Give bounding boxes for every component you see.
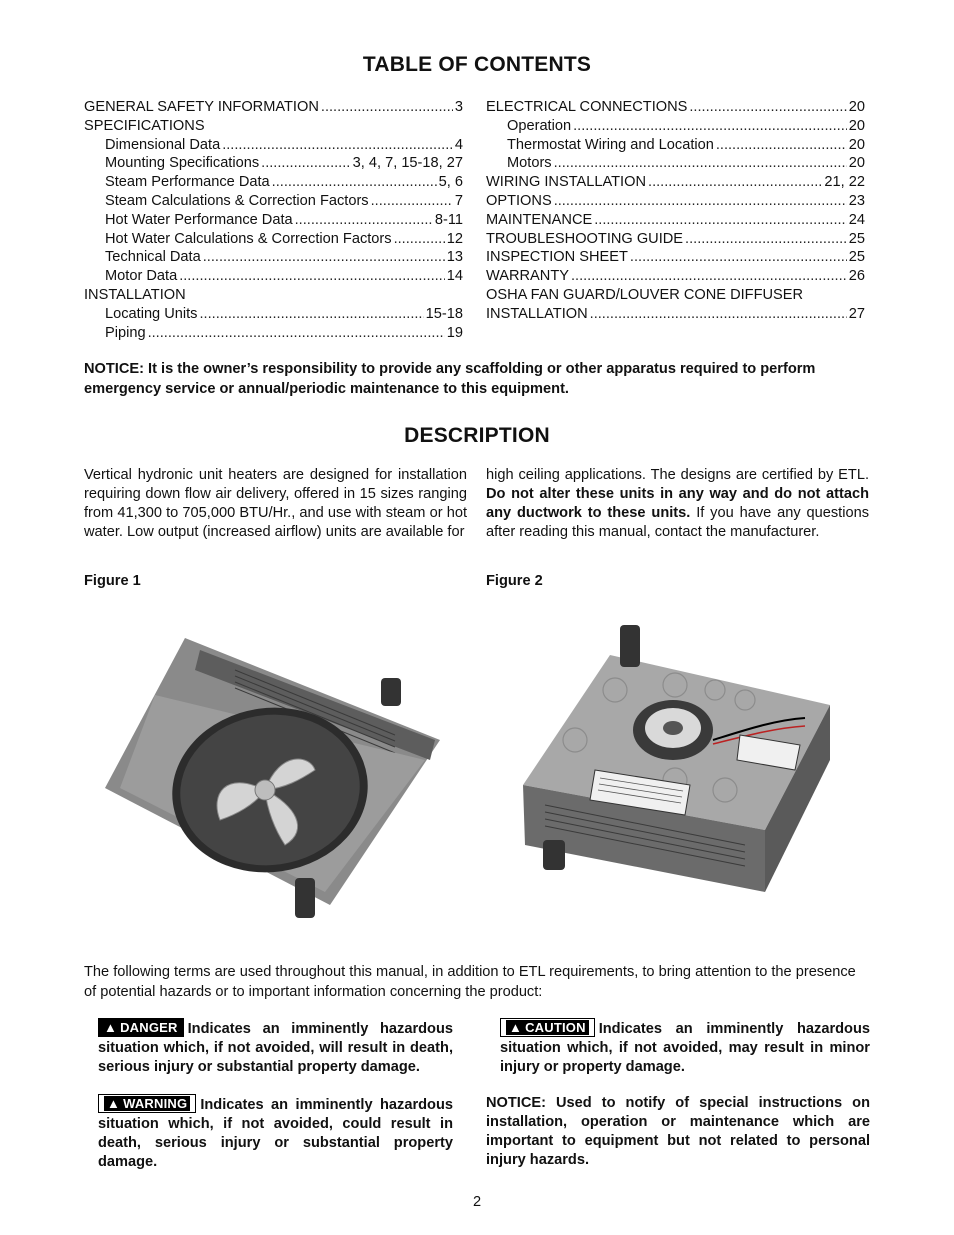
- page-number: 2: [472, 1194, 482, 1210]
- warning-badge-label: WARNING: [123, 1096, 188, 1111]
- warning-triangle-icon: ▲: [509, 1020, 523, 1035]
- caution-badge-label: CAUTION: [525, 1020, 586, 1035]
- toc-entry: [486, 192, 865, 211]
- toc-dot-leader: [148, 324, 445, 343]
- toc-entry: [486, 248, 865, 267]
- toc-entry-page: 13: [446, 249, 463, 266]
- toc-entry-page: 25: [848, 249, 865, 266]
- toc-entry: [486, 211, 865, 230]
- toc-entry-label: Hot Water Calculations & Correction Factors: [105, 230, 392, 247]
- toc-title: TABLE OF CONTENTS: [362, 53, 592, 76]
- toc-entry-label: GENERAL SAFETY INFORMATION: [84, 99, 319, 115]
- toc-dot-leader: [648, 173, 822, 192]
- toc-entry-label: Piping: [105, 324, 146, 341]
- toc-dot-leader: [573, 117, 847, 136]
- toc-entry: [486, 305, 865, 324]
- toc-entry-page: 14: [446, 268, 463, 285]
- toc-entry-page: 15-18: [425, 305, 463, 322]
- toc-entry-page: 24: [848, 211, 865, 228]
- toc-entry: [84, 230, 463, 249]
- toc-entry: [84, 324, 463, 343]
- toc-entry: [84, 305, 463, 324]
- description-title: DESCRIPTION: [404, 424, 550, 447]
- toc-entry-label: Mounting Specifications: [105, 155, 260, 172]
- toc-entry: [84, 248, 463, 267]
- toc-entry-label: INSTALLATION: [84, 286, 186, 303]
- toc-entry-page: 25: [848, 230, 865, 247]
- toc-entry-page: 8-11: [434, 211, 463, 228]
- warning-triangle-icon: ▲: [104, 1020, 118, 1035]
- warning-triangle-icon: ▲: [107, 1096, 121, 1111]
- danger-badge: [98, 1018, 184, 1037]
- toc-entry: [486, 173, 865, 192]
- toc-dot-leader: [179, 267, 445, 286]
- toc-dot-leader: [590, 305, 847, 324]
- toc-dot-leader: [222, 136, 453, 155]
- toc-entry: [84, 98, 463, 117]
- toc-entry: [84, 154, 463, 173]
- warning-badge: [98, 1094, 196, 1113]
- toc-entry-label: Technical Data: [105, 249, 201, 266]
- toc-entry: [486, 117, 865, 136]
- toc-entry-label: MAINTENANCE: [486, 211, 593, 228]
- toc-entry-label: OSHA FAN GUARD/LOUVER CONE DIFFUSER: [486, 286, 804, 303]
- toc-dot-leader: [272, 173, 437, 192]
- toc-entry-page: 21, 22: [824, 174, 865, 191]
- description-col2-a: high ceiling applications. The designs are certified by ETL.: [486, 467, 869, 483]
- caution-text: Indicates an imminently hazardous situation which, if not avoided, may result in minor injury or property damage.: [500, 1021, 870, 1075]
- toc-entry: [486, 286, 865, 305]
- toc-dot-leader: [716, 136, 847, 155]
- figure2-label: Figure 2: [486, 573, 543, 589]
- toc-entry-page: 23: [848, 192, 865, 209]
- figure1-label: Figure 1: [84, 573, 141, 589]
- toc-dot-leader: [685, 230, 847, 249]
- toc-left-column: [84, 98, 463, 342]
- toc-entry-label: INSTALLATION: [486, 305, 588, 322]
- toc-dot-leader: [295, 211, 433, 230]
- toc-dot-leader: [394, 230, 445, 249]
- toc-right-column: [486, 98, 865, 324]
- toc-entry-page: 3: [454, 99, 463, 115]
- toc-entry-page: 27: [848, 305, 865, 322]
- toc-entry-label: SPECIFICATIONS: [84, 117, 205, 134]
- toc-entry-label: Hot Water Performance Data: [105, 211, 293, 228]
- toc-entry: [84, 192, 463, 211]
- toc-entry-label: WARRANTY: [486, 268, 569, 285]
- toc-entry-label: Locating Units: [105, 305, 198, 322]
- toc-entry: [84, 136, 463, 155]
- warning-block: [98, 1094, 453, 1172]
- danger-badge-label: DANGER: [120, 1020, 178, 1035]
- toc-entry-label: Thermostat Wiring and Location: [507, 136, 714, 153]
- toc-entry: [84, 117, 463, 136]
- toc-entry-page: 12: [446, 230, 463, 247]
- figure2-heater-motor-image: [515, 620, 835, 900]
- toc-dot-leader: [689, 98, 846, 117]
- toc-dot-leader: [571, 267, 847, 286]
- toc-entry-page: 20: [848, 136, 865, 153]
- toc-entry: [84, 173, 463, 192]
- description-col1: Vertical hydronic unit heaters are designed for installation requiring down flow air delivery, offered in 15 sizes ranging from 41,300 to 705,000 BTU/Hr., and use with steam or hot water. Low output (increased airflow) units are available for: [84, 467, 467, 540]
- toc-entry-label: Motors: [507, 155, 552, 172]
- toc-dot-leader: [199, 305, 423, 324]
- description-col2-b: If you have any questions after reading this manual, contact the manufacturer.: [486, 505, 869, 540]
- toc-entry-label: Steam Calculations & Correction Factors: [105, 192, 369, 209]
- toc-entry-label: Dimensional Data: [105, 136, 221, 153]
- toc-dot-leader: [554, 192, 847, 211]
- toc-dot-leader: [261, 154, 351, 173]
- toc-dot-leader: [321, 98, 453, 117]
- toc-entry-page: 3, 4, 7, 15-18, 27: [352, 155, 463, 172]
- toc-entry: [486, 98, 865, 117]
- toc-entry-label: ELECTRICAL CONNECTIONS: [486, 99, 688, 115]
- toc-entry: [486, 230, 865, 249]
- notice-block: NOTICE: Used to notify of special instructions on installation, operation or maintenance which are important to equipment but not related to personal injury hazards.: [486, 1095, 870, 1168]
- toc-entry-page: 20: [848, 155, 865, 172]
- description-col2-bold: Do not alter these units in any way and do not attach any ductwork to these units.: [486, 486, 869, 521]
- toc-entry-page: 4: [454, 136, 463, 153]
- toc-entry: [486, 267, 865, 286]
- toc-dot-leader: [371, 192, 453, 211]
- toc-entry: [486, 154, 865, 173]
- toc-dot-leader: [594, 211, 847, 230]
- toc-entry-page: 26: [848, 268, 865, 285]
- toc-entry-page: 5, 6: [438, 174, 463, 191]
- toc-entry-label: Operation: [507, 117, 572, 134]
- toc-entry-label: Motor Data: [105, 268, 178, 285]
- toc-dot-leader: [203, 248, 445, 267]
- danger-text: Indicates an imminently hazardous situation which, if not avoided, will result in death, serious injury or substantial property damage.: [98, 1021, 453, 1075]
- toc-entry-label: Steam Performance Data: [105, 174, 270, 191]
- terms-intro: The following terms are used throughout this manual, in addition to ETL requirements, to bring attention to the presence of potential hazards or to important information concerning the product:: [84, 964, 856, 1000]
- toc-entry: [84, 267, 463, 286]
- toc-entry: [84, 286, 463, 305]
- owner-responsibility-notice: NOTICE: It is the owner’s responsibility to provide any scaffolding or other apparatus required to perform emergency service or annual/periodic maintenance to this equipment.: [84, 361, 816, 397]
- toc-entry: [84, 211, 463, 230]
- caution-badge: [500, 1018, 595, 1037]
- toc-entry-page: 20: [848, 117, 865, 134]
- caution-block: [500, 1018, 870, 1077]
- toc-dot-leader: [554, 154, 847, 173]
- toc-entry-label: OPTIONS: [486, 192, 552, 209]
- warning-text: Indicates an imminently hazardous situation which, if not avoided, could result in death, serious injury or substantial property damage.: [98, 1097, 453, 1170]
- toc-entry-label: INSPECTION SHEET: [486, 249, 628, 266]
- description-col2: [486, 466, 869, 542]
- figure1-heater-fan-image: [95, 630, 445, 920]
- toc-entry-label: WIRING INSTALLATION: [486, 174, 647, 191]
- toc-entry-label: TROUBLESHOOTING GUIDE: [486, 230, 684, 247]
- toc-entry-page: 19: [446, 324, 463, 341]
- toc-dot-leader: [630, 248, 847, 267]
- toc-entry-page: 20: [848, 99, 865, 115]
- danger-block: [98, 1018, 453, 1077]
- toc-entry: [486, 136, 865, 155]
- toc-entry-page: 7: [454, 192, 463, 209]
